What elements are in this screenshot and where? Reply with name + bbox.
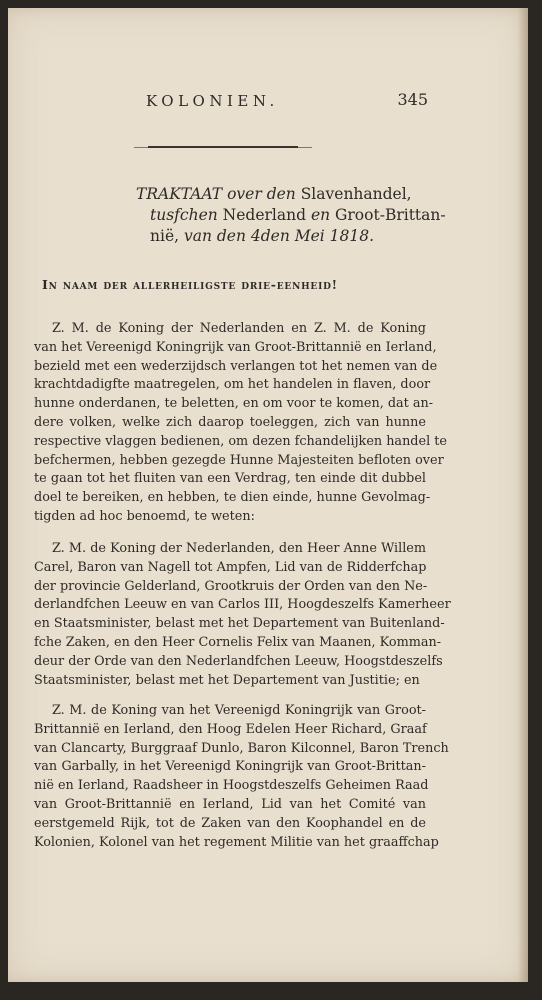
paragraph-british-plenipotentiaries [34,702,449,852]
text-line: van het Vereenigd Koningrijk van Groot-Brittannië en Ierland, [34,339,437,355]
page-number: 345 [397,90,428,109]
text-line: der provincie Gelderland, Grootkruis der Orden van den Ne- [34,578,428,594]
text-line: nië en Ierland, Raadsheer in Hoogstdeszelfs Geheimen Raad [34,778,429,794]
text-line: eerstgemeld Rijk, tot de Zaken van den Koophandel en de [34,815,426,831]
text-line: derlandfchen Leeuw en van Carlos III, Hoogdeszelfs Kamerheer [34,597,451,613]
book-page [8,8,528,982]
text-line: Z. M. de Koning der Nederlanden en Z. M. de Koning [52,321,426,336]
text-line: tigden ad hoc benoemd, te weten: [34,508,255,524]
text-line: krachtdadigfte maatregelen, om het handelen in flaven, door [34,377,431,393]
title-line-2: tusfchen Nederland en Groot-Brittan- [150,206,446,224]
text-line: befchermen, hebben gezegde Hunne Majesteiten befloten over [34,452,444,468]
text-line: dere volken, welke zich daarop toeleggen, zich van hunne [34,414,426,430]
text-line: van Clancarty, Burggraaf Dunlo, Baron Kilconnel, Baron Trench [34,740,449,756]
running-head: KOLONIEN. [146,92,279,110]
text-line: Brittannië en Ierland, den Hoog Edelen Heer Richard, Graaf [34,721,427,737]
text-line: Kolonien, Kolonel van het regement Militie van het graaffchap [34,834,439,850]
treaty-title [136,184,446,247]
title-line-1: TRAKTAAT over den Slavenhandel, [136,185,412,203]
text-line: te gaan tot het fluiten van een Verdrag, ten einde dit dubbel [34,471,426,487]
section-heading: In naam der allerheiligste drie-eenheid! [42,277,338,292]
text-line: Z. M. de Koning van het Vereenigd Koningrijk van Groot- [52,703,426,718]
text-line: respective vlaggen bedienen, om dezen fchandelijken handel te [34,433,447,449]
text-line: Z. M. de Koning der Nederlanden, den Heer Anne Willem [52,541,426,556]
title-line-3: nië, van den 4den Mei 1818. [150,227,375,245]
text-line: en Staatsminister, belast met het Departement van Buitenland- [34,616,445,632]
text-line: Carel, Baron van Nagell tot Ampfen, Lid van de Ridderfchap [34,559,427,575]
text-line: fche Zaken, en den Heer Cornelis Felix van Maanen, Komman- [34,634,442,650]
page-edge-shadow [518,8,528,982]
text-line: bezield met een wederzijdsch verlangen tot het nemen van de [34,358,438,374]
text-line: deur der Orde van den Nederlandfchen Leeuw, Hoogstdeszelfs [34,653,443,669]
text-line: hunne onderdanen, te beletten, en om voor te komen, dat an- [34,396,434,412]
paragraph-netherlands-plenipotentiaries [34,540,451,690]
paragraph-preamble [34,320,447,527]
text-line: van Garbally, in het Vereenigd Koningrijk van Groot-Brittan- [34,759,426,775]
text-line: Staatsminister, belast met het Departement van Justitie; en [34,672,420,688]
text-line: van Groot-Brittannië en Ierland, Lid van het Comité van [34,796,426,812]
decorative-rule [148,146,298,148]
text-line: doel te bereiken, en hebben, te dien einde, hunne Gevolmag- [34,490,431,506]
